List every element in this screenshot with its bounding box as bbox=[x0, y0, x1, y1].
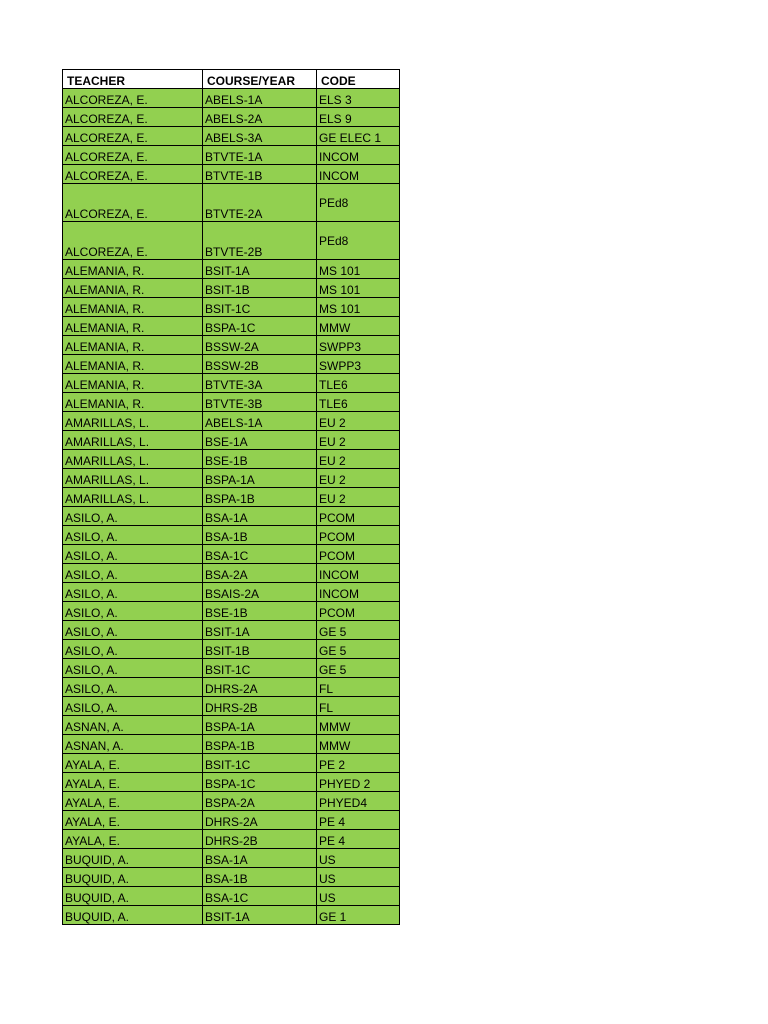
table-row bbox=[63, 260, 400, 279]
cell-course-year[interactable]: BSIT-1C bbox=[203, 298, 317, 317]
cell-course-year[interactable]: BTVTE-3A bbox=[203, 374, 317, 393]
cell-course-year[interactable]: BSPA-1A bbox=[203, 469, 317, 488]
cell-code[interactable]: MMW bbox=[317, 317, 400, 336]
cell-course-year[interactable]: BSE-1A bbox=[203, 431, 317, 450]
cell-code[interactable]: PEd8 bbox=[317, 222, 400, 260]
table-row bbox=[63, 583, 400, 602]
cell-course-year[interactable]: BTVTE-2A bbox=[203, 184, 317, 222]
cell-teacher[interactable]: ALCOREZA, E. bbox=[63, 222, 203, 260]
cell-course-year[interactable]: ABELS-2A bbox=[203, 108, 317, 127]
cell-teacher[interactable]: ASILO, A. bbox=[63, 507, 203, 526]
cell-course-year[interactable]: BSPA-1B bbox=[203, 488, 317, 507]
cell-code[interactable]: INCOM bbox=[317, 165, 400, 184]
table-row bbox=[63, 659, 400, 678]
cell-code[interactable]: US bbox=[317, 849, 400, 868]
cell-teacher[interactable]: AMARILLAS, L. bbox=[63, 469, 203, 488]
cell-code[interactable]: EU 2 bbox=[317, 450, 400, 469]
cell-teacher[interactable]: AMARILLAS, L. bbox=[63, 488, 203, 507]
cell-course-year[interactable]: DHRS-2A bbox=[203, 811, 317, 830]
cell-teacher[interactable]: BUQUID, A. bbox=[63, 868, 203, 887]
cell-course-year[interactable]: BSA-1C bbox=[203, 887, 317, 906]
cell-code[interactable]: EU 2 bbox=[317, 469, 400, 488]
teacher-course-table bbox=[62, 69, 400, 925]
cell-teacher[interactable]: ALCOREZA, E. bbox=[63, 127, 203, 146]
cell-code[interactable]: US bbox=[317, 868, 400, 887]
cell-teacher[interactable]: ALCOREZA, E. bbox=[63, 165, 203, 184]
cell-teacher[interactable]: ALEMANIA, R. bbox=[63, 393, 203, 412]
cell-course-year[interactable]: BSPA-2A bbox=[203, 792, 317, 811]
cell-teacher[interactable]: ASILO, A. bbox=[63, 678, 203, 697]
table-row bbox=[63, 317, 400, 336]
cell-course-year[interactable]: BSPA-1C bbox=[203, 773, 317, 792]
cell-teacher[interactable]: AMARILLAS, L. bbox=[63, 450, 203, 469]
table-row bbox=[63, 279, 400, 298]
cell-code[interactable]: EU 2 bbox=[317, 431, 400, 450]
table-row bbox=[63, 393, 400, 412]
cell-code[interactable]: US bbox=[317, 887, 400, 906]
table-row bbox=[63, 89, 400, 108]
table-row bbox=[63, 374, 400, 393]
cell-teacher[interactable]: ASILO, A. bbox=[63, 526, 203, 545]
table-row bbox=[63, 830, 400, 849]
table-row bbox=[63, 906, 400, 925]
cell-code[interactable]: ELS 3 bbox=[317, 89, 400, 108]
cell-course-year[interactable]: BSIT-1A bbox=[203, 260, 317, 279]
cell-code[interactable]: FL bbox=[317, 697, 400, 716]
cell-course-year[interactable]: BSSW-2A bbox=[203, 336, 317, 355]
cell-course-year[interactable]: BSSW-2B bbox=[203, 355, 317, 374]
table-row bbox=[63, 868, 400, 887]
header-course-year[interactable]: COURSE/YEAR bbox=[203, 70, 317, 89]
table-row bbox=[63, 545, 400, 564]
table-row bbox=[63, 602, 400, 621]
cell-code[interactable]: MS 101 bbox=[317, 260, 400, 279]
cell-course-year[interactable]: BSA-1C bbox=[203, 545, 317, 564]
cell-course-year[interactable]: DHRS-2B bbox=[203, 830, 317, 849]
cell-course-year[interactable]: BSPA-1A bbox=[203, 716, 317, 735]
cell-teacher[interactable]: AYALA, E. bbox=[63, 811, 203, 830]
table-row bbox=[63, 469, 400, 488]
cell-teacher[interactable]: ASILO, A. bbox=[63, 564, 203, 583]
table-row bbox=[63, 811, 400, 830]
cell-teacher[interactable]: ASILO, A. bbox=[63, 659, 203, 678]
table-row bbox=[63, 697, 400, 716]
cell-code[interactable]: SWPP3 bbox=[317, 355, 400, 374]
cell-course-year[interactable]: BSA-1A bbox=[203, 849, 317, 868]
table-row bbox=[63, 849, 400, 868]
cell-code[interactable]: PCOM bbox=[317, 526, 400, 545]
table-row bbox=[63, 735, 400, 754]
table-row bbox=[63, 108, 400, 127]
table-row bbox=[63, 564, 400, 583]
cell-course-year[interactable]: BSIT-1B bbox=[203, 640, 317, 659]
cell-course-year[interactable]: BSIT-1A bbox=[203, 621, 317, 640]
cell-course-year[interactable]: BSE-1B bbox=[203, 602, 317, 621]
table-row bbox=[63, 792, 400, 811]
cell-course-year[interactable]: BTVTE-1B bbox=[203, 165, 317, 184]
cell-teacher[interactable]: ALEMANIA, R. bbox=[63, 336, 203, 355]
table-row bbox=[63, 678, 400, 697]
cell-code[interactable]: INCOM bbox=[317, 564, 400, 583]
table-row bbox=[63, 355, 400, 374]
table-row bbox=[63, 146, 400, 165]
cell-teacher[interactable]: ALCOREZA, E. bbox=[63, 184, 203, 222]
cell-teacher[interactable]: AMARILLAS, L. bbox=[63, 412, 203, 431]
cell-code[interactable]: EU 2 bbox=[317, 488, 400, 507]
table-row bbox=[63, 165, 400, 184]
cell-course-year[interactable]: ABELS-3A bbox=[203, 127, 317, 146]
table-row bbox=[63, 621, 400, 640]
cell-code[interactable]: PHYED4 bbox=[317, 792, 400, 811]
cell-course-year[interactable]: BSE-1B bbox=[203, 450, 317, 469]
cell-code[interactable]: PE 4 bbox=[317, 811, 400, 830]
cell-code[interactable]: PHYED 2 bbox=[317, 773, 400, 792]
cell-teacher[interactable]: ALEMANIA, R. bbox=[63, 260, 203, 279]
table-row bbox=[63, 754, 400, 773]
cell-course-year[interactable]: BSA-2A bbox=[203, 564, 317, 583]
cell-course-year[interactable]: BSAIS-2A bbox=[203, 583, 317, 602]
table-row bbox=[63, 431, 400, 450]
cell-course-year[interactable]: BSIT-1A bbox=[203, 906, 317, 925]
cell-course-year[interactable]: BSIT-1C bbox=[203, 659, 317, 678]
cell-code[interactable]: INCOM bbox=[317, 583, 400, 602]
table-row bbox=[63, 184, 400, 222]
cell-code[interactable]: PCOM bbox=[317, 545, 400, 564]
cell-code[interactable]: PCOM bbox=[317, 507, 400, 526]
cell-course-year[interactable]: BTVTE-1A bbox=[203, 146, 317, 165]
cell-teacher[interactable]: ALEMANIA, R. bbox=[63, 374, 203, 393]
table-row bbox=[63, 298, 400, 317]
cell-teacher[interactable]: AYALA, E. bbox=[63, 792, 203, 811]
cell-course-year[interactable]: BSA-1B bbox=[203, 526, 317, 545]
cell-teacher[interactable]: BUQUID, A. bbox=[63, 887, 203, 906]
cell-teacher[interactable]: ALCOREZA, E. bbox=[63, 89, 203, 108]
cell-code[interactable]: PEd8 bbox=[317, 184, 400, 222]
table-row bbox=[63, 640, 400, 659]
cell-code[interactable]: GE ELEC 1 bbox=[317, 127, 400, 146]
cell-code[interactable]: ELS 9 bbox=[317, 108, 400, 127]
table-row bbox=[63, 526, 400, 545]
cell-teacher[interactable]: ALEMANIA, R. bbox=[63, 298, 203, 317]
cell-code[interactable]: MMW bbox=[317, 735, 400, 754]
table-row bbox=[63, 773, 400, 792]
cell-teacher[interactable]: ALEMANIA, R. bbox=[63, 355, 203, 374]
cell-code[interactable]: EU 2 bbox=[317, 412, 400, 431]
cell-code[interactable]: MS 101 bbox=[317, 279, 400, 298]
cell-code[interactable]: GE 5 bbox=[317, 659, 400, 678]
cell-code[interactable]: GE 5 bbox=[317, 640, 400, 659]
cell-teacher[interactable]: ALEMANIA, R. bbox=[63, 317, 203, 336]
cell-teacher[interactable]: AYALA, E. bbox=[63, 773, 203, 792]
cell-teacher[interactable]: ASILO, A. bbox=[63, 583, 203, 602]
cell-teacher[interactable]: ALCOREZA, E. bbox=[63, 108, 203, 127]
header-row bbox=[63, 70, 400, 89]
cell-teacher[interactable]: ALEMANIA, R. bbox=[63, 279, 203, 298]
cell-course-year[interactable]: BSA-1A bbox=[203, 507, 317, 526]
cell-teacher[interactable]: AYALA, E. bbox=[63, 754, 203, 773]
cell-course-year[interactable]: DHRS-2B bbox=[203, 697, 317, 716]
cell-course-year[interactable]: BSA-1B bbox=[203, 868, 317, 887]
cell-code[interactable]: TLE6 bbox=[317, 393, 400, 412]
table-body bbox=[63, 89, 400, 925]
cell-code[interactable]: GE 5 bbox=[317, 621, 400, 640]
table-row bbox=[63, 412, 400, 431]
cell-code[interactable]: GE 1 bbox=[317, 906, 400, 925]
cell-teacher[interactable]: ASILO, A. bbox=[63, 640, 203, 659]
cell-course-year[interactable]: BTVTE-3B bbox=[203, 393, 317, 412]
cell-teacher[interactable]: ASNAN, A. bbox=[63, 716, 203, 735]
cell-course-year[interactable]: ABELS-1A bbox=[203, 412, 317, 431]
cell-teacher[interactable]: AMARILLAS, L. bbox=[63, 431, 203, 450]
cell-course-year[interactable]: BSPA-1B bbox=[203, 735, 317, 754]
cell-code[interactable]: TLE6 bbox=[317, 374, 400, 393]
cell-teacher[interactable]: ASILO, A. bbox=[63, 621, 203, 640]
cell-course-year[interactable]: BSIT-1B bbox=[203, 279, 317, 298]
table-row bbox=[63, 450, 400, 469]
table-row bbox=[63, 336, 400, 355]
cell-course-year[interactable]: ABELS-1A bbox=[203, 89, 317, 108]
cell-teacher[interactable]: ASNAN, A. bbox=[63, 735, 203, 754]
cell-code[interactable]: MS 101 bbox=[317, 298, 400, 317]
table-row bbox=[63, 716, 400, 735]
cell-code[interactable]: MMW bbox=[317, 716, 400, 735]
cell-code[interactable]: PE 4 bbox=[317, 830, 400, 849]
cell-teacher[interactable]: AYALA, E. bbox=[63, 830, 203, 849]
cell-teacher[interactable]: BUQUID, A. bbox=[63, 906, 203, 925]
cell-code[interactable]: INCOM bbox=[317, 146, 400, 165]
cell-teacher[interactable]: BUQUID, A. bbox=[63, 849, 203, 868]
cell-teacher[interactable]: ASILO, A. bbox=[63, 602, 203, 621]
cell-teacher[interactable]: ASILO, A. bbox=[63, 697, 203, 716]
table-row bbox=[63, 887, 400, 906]
header-teacher[interactable]: TEACHER bbox=[63, 70, 203, 89]
cell-teacher[interactable]: ALCOREZA, E. bbox=[63, 146, 203, 165]
cell-course-year[interactable]: BSIT-1C bbox=[203, 754, 317, 773]
cell-teacher[interactable]: ASILO, A. bbox=[63, 545, 203, 564]
cell-course-year[interactable]: BSPA-1C bbox=[203, 317, 317, 336]
table-row bbox=[63, 222, 400, 260]
cell-code[interactable]: PCOM bbox=[317, 602, 400, 621]
table-row bbox=[63, 127, 400, 146]
table-row bbox=[63, 507, 400, 526]
cell-code[interactable]: SWPP3 bbox=[317, 336, 400, 355]
cell-course-year[interactable]: BTVTE-2B bbox=[203, 222, 317, 260]
cell-code[interactable]: PE 2 bbox=[317, 754, 400, 773]
header-code[interactable]: CODE bbox=[317, 70, 400, 89]
cell-course-year[interactable]: DHRS-2A bbox=[203, 678, 317, 697]
table-row bbox=[63, 488, 400, 507]
cell-code[interactable]: FL bbox=[317, 678, 400, 697]
